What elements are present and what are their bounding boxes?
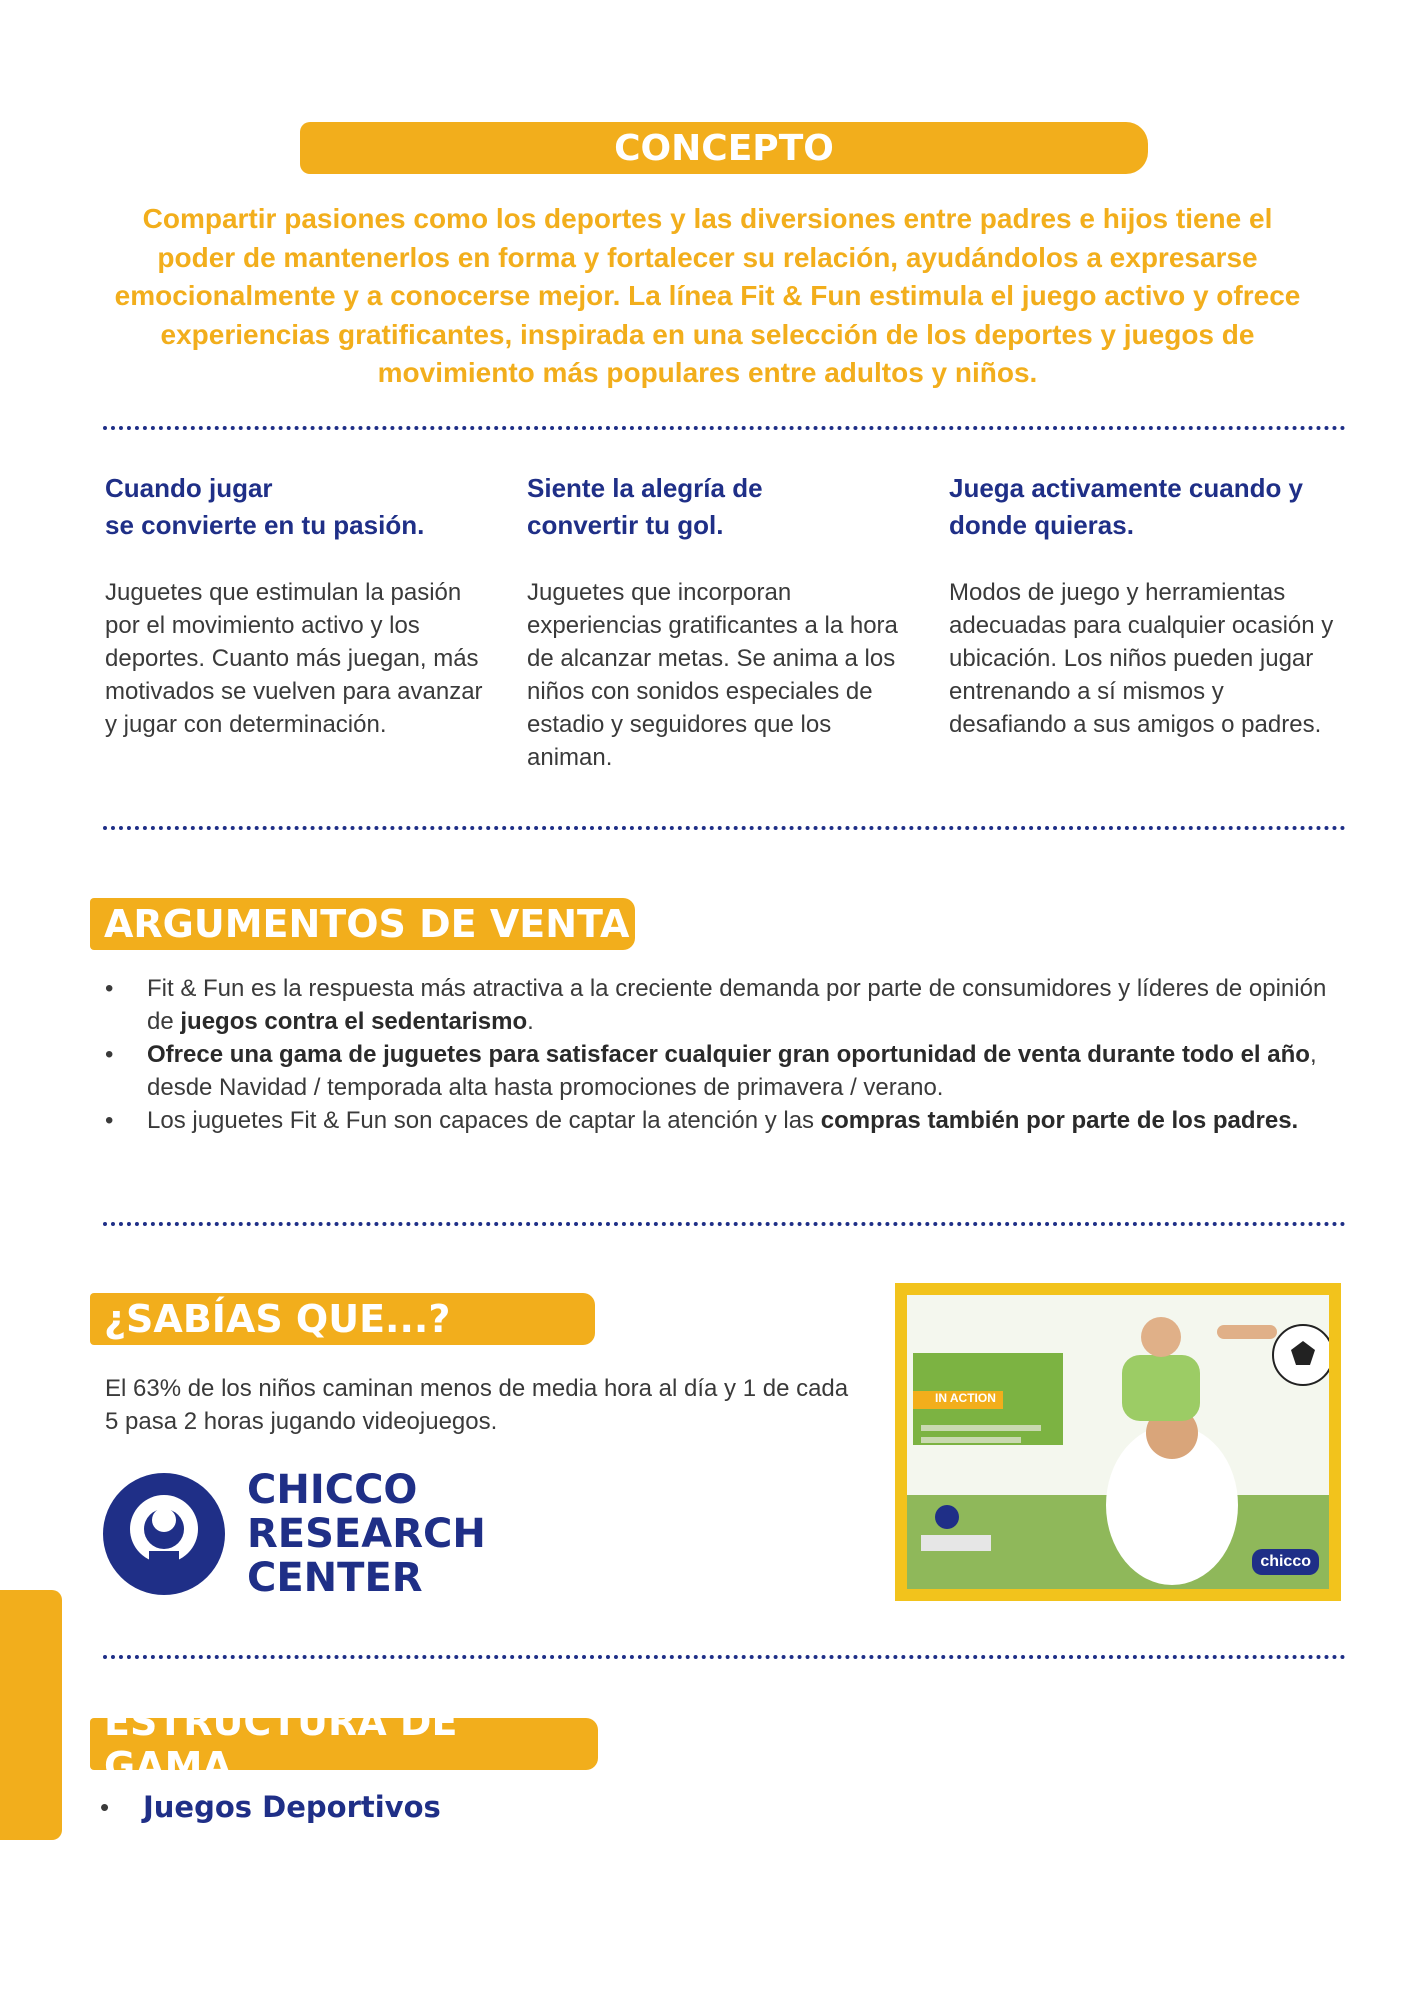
column-pasion — [105, 470, 495, 741]
divider — [103, 826, 1346, 830]
logo-line: CHICCO — [247, 1467, 418, 1513]
logo-line: CENTER — [247, 1555, 423, 1601]
column-title — [949, 470, 1339, 544]
chicco-research-logo — [103, 1468, 486, 1600]
sabias-title: ¿SABÍAS QUE...? — [104, 1297, 451, 1341]
divider — [103, 426, 1346, 430]
list-item — [105, 1104, 1355, 1137]
divider — [103, 1222, 1346, 1226]
left-edge-tab — [0, 1590, 62, 1840]
argumentos-banner — [90, 898, 635, 950]
column-title-line: donde quieras. — [949, 510, 1134, 540]
list-item-text: Los juguetes Fit & Fun son capaces de captar la atención y las — [147, 1107, 821, 1134]
argumentos-title: ARGUMENTOS DE VENTA — [104, 902, 630, 946]
column-title-line: Juega activamente cuando y — [949, 473, 1304, 503]
column-activamente — [949, 470, 1339, 741]
divider — [103, 1655, 1346, 1659]
column-title-line: convertir tu gol. — [527, 510, 724, 540]
column-title-line: Siente la alegría de — [527, 473, 763, 503]
column-body: Modos de juego y herramientas adecuadas para cualquier ocasión y ubicación. Los niños pueden jugar entrenando a sí mismos y desafiando a sus amigos o padres. — [949, 579, 1334, 738]
gama-item — [143, 1790, 441, 1824]
list-item-bold: juegos contra el sedentarismo — [180, 1008, 528, 1035]
list-item-bold: Ofrece una gama de juguetes para satisfacer cualquier gran oportunidad de venta durante todo el año — [147, 1041, 1310, 1068]
concepto-body: Compartir pasiones como los deportes y las diversiones entre padres e hijos tiene el poder de mantenerlos en forma y fortalecer su relación, ayudándolos a expresarse emocionalmente y a conocerse mejor. La línea Fit & Fun estimula el juego activo y ofrece experiencias gratificantes, inspirada en una selección de los deportes y juegos de movimiento más populares entre adultos y niños. — [114, 203, 1301, 388]
column-title-line: Cuando jugar — [105, 473, 273, 503]
logo-text — [247, 1468, 486, 1600]
list-item-text: . — [527, 1008, 534, 1035]
photo-scene — [907, 1295, 1329, 1589]
concepto-banner — [300, 122, 1148, 174]
list-item-text: , desde Navidad / temporada alta hasta promociones de primavera / verano. — [147, 1041, 1317, 1101]
promo-photo — [895, 1283, 1341, 1601]
list-item-text: Fit & Fun es la respuesta más atractiva a la creciente demanda por parte de consumidores y líderes de opinión de — [147, 975, 1327, 1035]
column-body: Juguetes que incorporan experiencias gratificantes a la hora de alcanzar metas. Se anima a los niños con sonidos especiales de estadio y seguidores que los animan. — [527, 579, 898, 771]
column-title-line: se convierte en tu pasión. — [105, 510, 425, 540]
bullet: • — [100, 1792, 110, 1822]
column-title — [105, 470, 495, 544]
sabias-text: El 63% de los niños caminan menos de media hora al día y 1 de cada 5 pasa 2 horas jugando videojuegos. — [105, 1375, 849, 1435]
photo-illustration — [907, 1295, 1329, 1589]
column-title — [527, 470, 917, 544]
sabias-banner — [90, 1293, 595, 1345]
column-gol — [527, 470, 917, 774]
list-item-bold: compras también por parte de los padres. — [820, 1107, 1299, 1134]
list-item — [105, 1038, 1355, 1104]
concepto-title: CONCEPTO — [614, 127, 834, 169]
estructura-title: ESTRUCTURA DE GAMA — [104, 1700, 458, 1788]
column-body: Juguetes que estimulan la pasión por el movimiento activo y los deportes. Cuanto más juegan, más motivados se vuelven para avanzar y jugar con determinación. — [105, 579, 483, 738]
list-item — [105, 972, 1355, 1038]
gama-item-label: Juegos Deportivos — [143, 1790, 441, 1824]
chicco-research-icon — [103, 1473, 225, 1595]
logo-line: RESEARCH — [247, 1511, 486, 1557]
estructura-banner — [90, 1700, 598, 1788]
chicco-brand-badge: chicco — [1252, 1549, 1319, 1575]
photo-tag: IN ACTION — [935, 1391, 996, 1405]
argumentos-list — [105, 972, 1355, 1137]
